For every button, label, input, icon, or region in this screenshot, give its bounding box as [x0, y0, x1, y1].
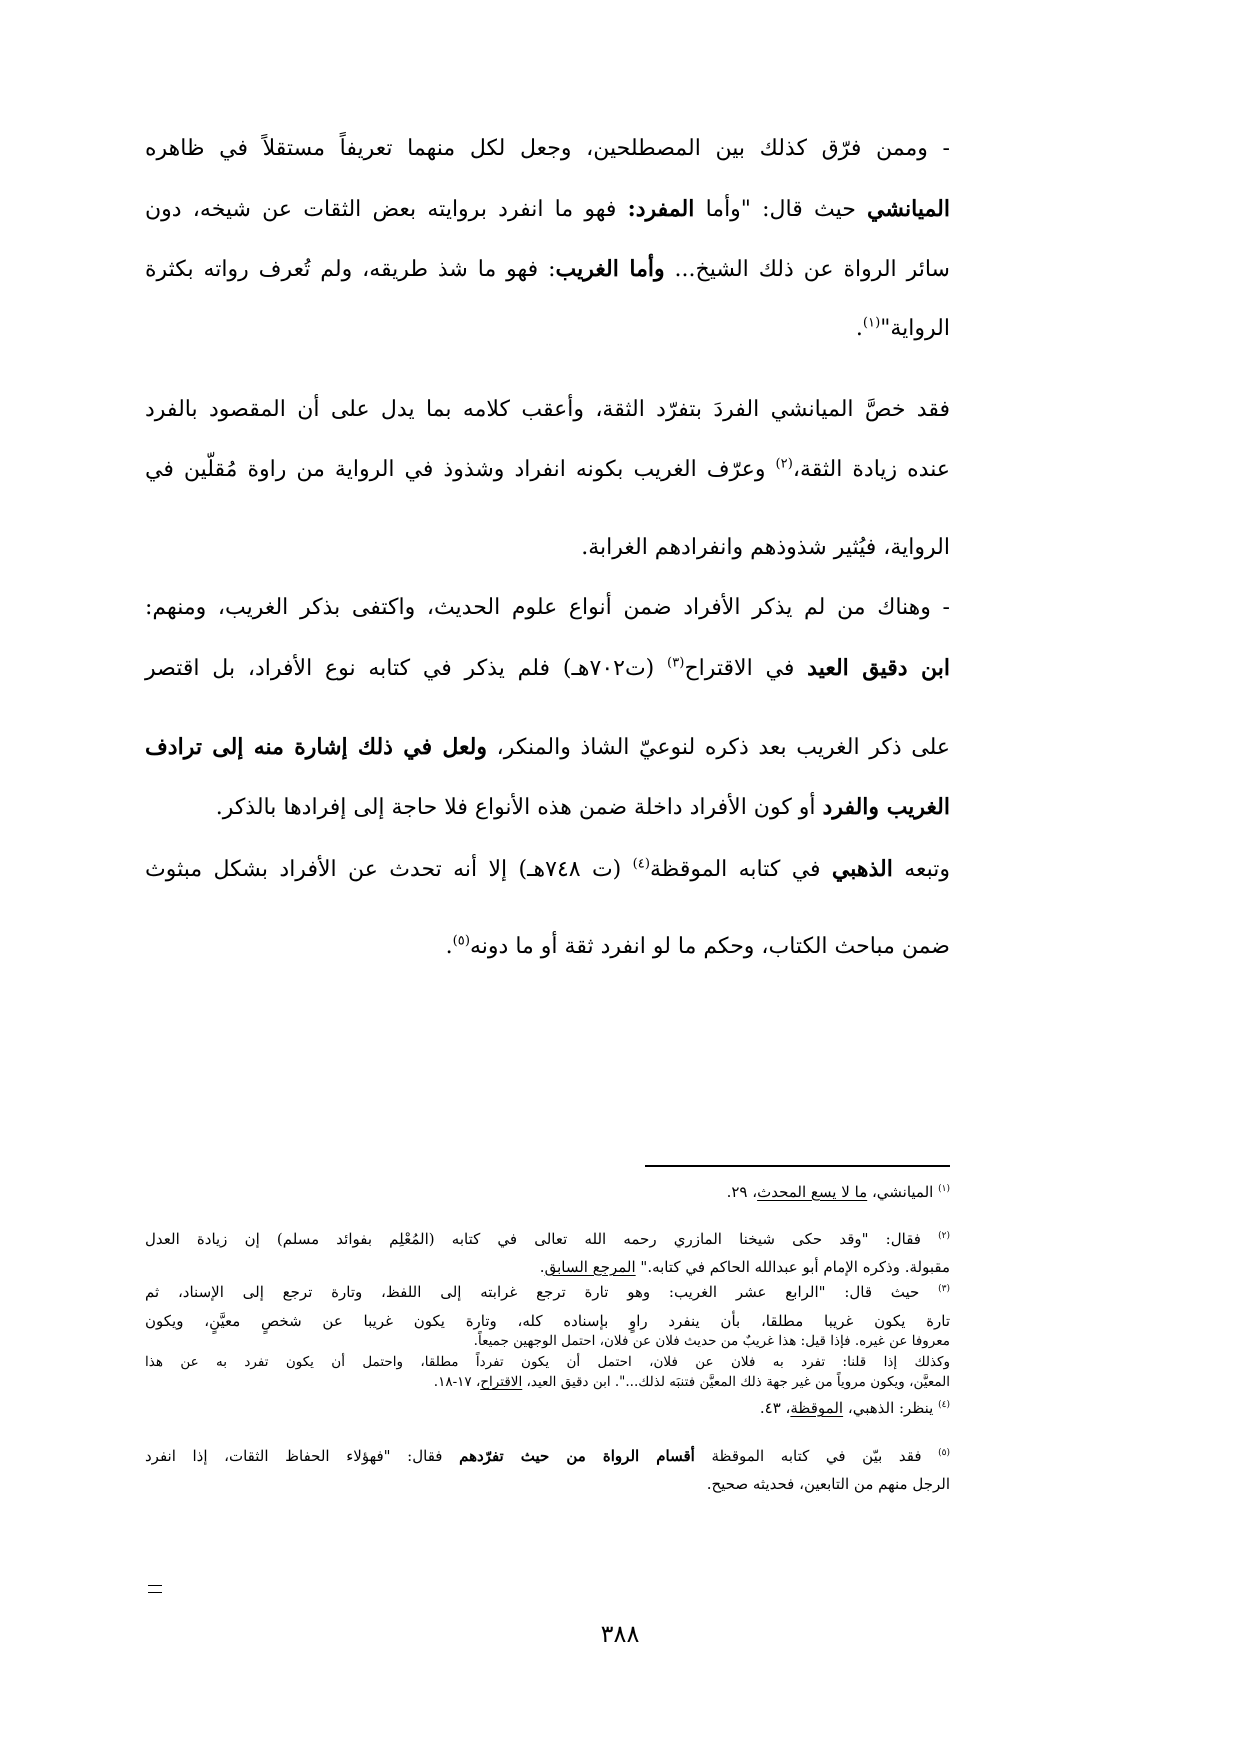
footnote-3-line-2: تارة يكون غريبا مطلقا، بأن ينفرد راوٍ بإسناده كله، وتارة يكون غريبا عن شخصٍ معيَّنٍ، ويكون — [145, 1312, 950, 1330]
body-line-11: الغريب والفرد أو كون الأفراد داخلة ضمن هذه الأنواع فلا حاجة إلى إفرادها بالذكر. — [215, 794, 950, 820]
body-line-10: على ذكر الغريب بعد ذكره لنوعيّ الشاذ والمنكر، ولعل في ذلك إشارة منه إلى ترادف — [145, 734, 950, 760]
body-line-13: ضمن مباحث الكتاب، وحكم ما لو انفرد ثقة أو ما دونه$^{(٥)}$. — [445, 933, 950, 959]
body-line-1: - وممن فرّق كذلك بين المصطلحين، وجعل لكل منهما تعريفاً مستقلاً في ظاهره — [145, 136, 950, 161]
footnote-5-line-2: الرجل منهم من التابعين، فحديثه صحيح. — [706, 1475, 950, 1493]
footnote-3-line-4: وكذلك إذا قلنا: تفرد به فلان عن فلان، احتمل أن يكون تفرداً مطلقا، واحتمل أن يكون تفرد به عن هذا — [145, 1354, 951, 1370]
body-line-3: سائر الرواة عن ذلك الشيخ... وأما الغريب: فهو ما شذ طريقه، ولم تُعرف رواته بكثرة — [145, 256, 950, 282]
footnote-5-line-1: $^{(٥)}$ فقد بيّن في كتابه الموقظة أقسام الرواة من حيث تفرّدهم فقال: "فهؤلاء الحفاظ الثقات، إذا انفرد — [145, 1447, 951, 1465]
page-number: ٣٨٨ — [600, 1620, 640, 1648]
footnote-ref-3[interactable]: (٣) — [667, 655, 685, 671]
term-mayanishi: الميانشي — [867, 196, 950, 222]
source-title: الموقظة — [790, 1399, 844, 1417]
footnote-1: $^{(١)}$ الميانشي، ما لا يسع المحدث، ٢٩. — [726, 1183, 950, 1201]
source-title: ما لا يسع المحدث — [757, 1183, 868, 1201]
body-line-8: - وهناك من لم يذكر الأفراد ضمن أنواع علوم الحديث، واكتفى بذكر الغريب، ومنهم: — [145, 595, 950, 620]
footnote-ref-4[interactable]: (٤) — [632, 856, 650, 872]
emphasis-narrators: أقسام الرواة من حيث تفرّدهم — [459, 1447, 695, 1465]
footnote-3-line-3: معروفا عن غيره. فإذا قيل: هذا غريبٌ من حديث فلان عن فلان، احتمل الوجهين جميعاً. — [473, 1333, 950, 1349]
term-gharib-fard: الغريب والفرد — [822, 794, 950, 820]
footnote-separator — [645, 1165, 950, 1167]
term-ibn-daqiq: ابن دقيق العيد — [807, 655, 950, 681]
body-line-6: عنده زيادة الثقة،$^{(٢)}$ وعرّف الغريب بكونه انفراد وشذوذ في الرواية من راوة مُقلّين في — [145, 456, 950, 482]
continuation-mark — [148, 1585, 162, 1593]
body-line-4: الرواية"$^{(١)}$. — [855, 315, 950, 341]
emphasis-synonym: ولعل في ذلك إشارة منه إلى ترادف — [145, 734, 488, 760]
footnote-3-line-5: المعيَّن، ويكون مروياً من غير جهة ذلك المعيَّن فتنبَه لذلك...". ابن دقيق العيد، الاقتراح، ١٧-١٨. — [433, 1374, 950, 1390]
footnote-3-line-1: $^{(٣)}$ حيث قال: "الرابع عشر الغريب: وهو تارة ترجع غرابته إلى اللفظ، وتارة ترجع إلى الإسناد، ثم — [145, 1283, 950, 1301]
body-line-2: الميانشي حيث قال: "وأما المفرد: فهو ما انفرد بروايته بعض الثقات عن شيخه، دون — [145, 196, 950, 222]
footnote-ref-1[interactable]: (١) — [862, 315, 881, 331]
body-line-12: وتبعه الذهبي في كتابه الموقظة$^{(٤)}$ (ت ٧٤٨هـ) إلا أنه تحدث عن الأفراد بشكل مبثوث — [145, 856, 951, 882]
footnote-ref-5[interactable]: (٥) — [452, 933, 470, 949]
body-line-9: ابن دقيق العيد في الاقتراح$^{(٣)}$ (ت٧٠٢هـ) فلم يذكر في كتابه نوع الأفراد، بل اقتصر — [145, 655, 950, 681]
footnote-4: $^{(٤)}$ ينظر: الذهبي، الموقظة، ٤٣. — [759, 1399, 950, 1417]
body-line-7: الرواية، فيُثير شذوذهم وانفرادهم الغرابة. — [581, 535, 950, 560]
term-dhahabi: الذهبي — [831, 856, 893, 882]
source-title: المرجع السابق — [544, 1258, 636, 1276]
term-mufrad: المفرد: — [627, 196, 695, 222]
term-gharib: وأما الغريب — [555, 256, 665, 282]
footnote-2-line-2: مقبولة. وذكره الإمام أبو عبدالله الحاكم في كتابه." المرجع السابق. — [539, 1258, 950, 1276]
body-line-5: فقد خصَّ الميانشي الفردَ بتفرّد الثقة، وأعقب كلامه بما يدل على أن المقصود بالفرد — [145, 397, 950, 422]
source-title: الاقتراح — [480, 1374, 523, 1390]
footnote-ref-2[interactable]: (٢) — [775, 456, 793, 472]
footnote-2-line-1: $^{(٢)}$ فقال: "وقد حكى شيخنا المازري رحمه الله تعالى في كتابه (المُعْلِم بفوائد مسلم) إن زيادة العدل — [145, 1230, 950, 1248]
